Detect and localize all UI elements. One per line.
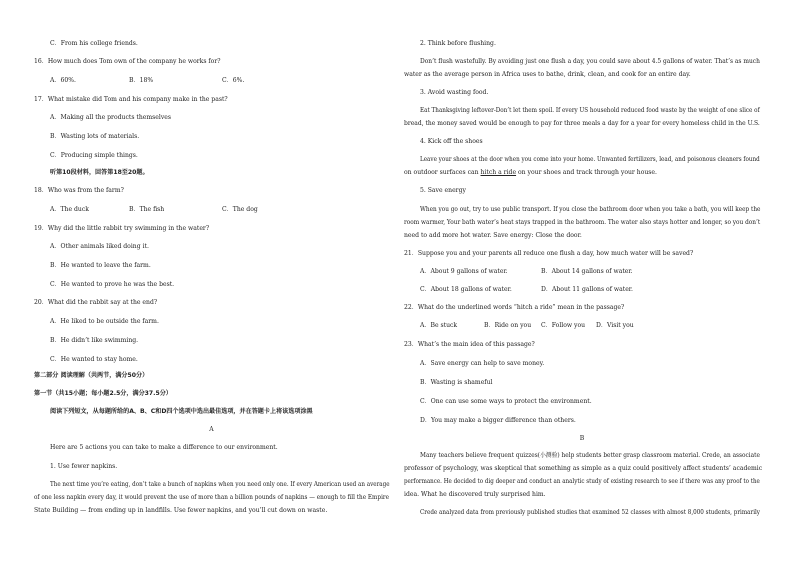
action-3-text-line-1: Eat Thanksgiving leftover-Don’t let them spoil. If every US household reduced food waste by the weight of one slice of [420,107,760,114]
q20-option-a: A．He liked to be outside the farm. [50,318,159,325]
q23-option-c: C．One can use some ways to protect the environment. [420,398,592,405]
passage-b-para-1-line-4: idea. What he discovered truly surprised him. [404,491,546,498]
action-1-text-line-3: State Building — from ending up in landfills. Use fewer napkins, and you’ll cut down on waste. [34,507,328,514]
q19-option-b: B．He wanted to leave the farm. [50,262,151,269]
q17-option-b: B．Wasting lots of materials. [50,133,140,140]
q16-option-c: C．6%. [222,77,245,84]
q21-option-d: D．About 11 gallons of water. [541,286,633,293]
question-20: 20．What did the rabbit say at the end? [34,299,158,306]
action-2-text-line-1: Don’t flush wastefully. By avoiding just one flush a day, you could save about 4.5 gallons of water. That’s as much [420,58,760,65]
q18-option-c: C．The dog [222,206,258,213]
q22-option-c: C．Follow you [541,322,586,329]
question-19: 19．Why did the little rabbit try swimming in the water? [34,225,210,232]
q23-option-b: B．Wasting is shameful [420,379,493,386]
q19-option-a: A．Other animals liked doing it. [50,243,149,250]
action-3-heading: 3. Avoid wasting food. [420,89,489,96]
part-2-heading: 第二部分 阅读理解（共两节，满分50分） [34,372,149,379]
passage-b-para-1-line-1: Many teachers believe frequent quizzes(小测验) help students better grasp classroom material. Crede, an associate [420,452,760,459]
q17-option-c: C．Producing simple things. [50,152,138,159]
passage-b-para-1-line-2: professor of psychology, was skeptical that something as simple as a quiz could positively affect students’ academic [404,465,763,472]
q23-option-d: D．You may make a bigger difference than others. [420,417,576,424]
question-18: 18．Who was from the farm? [34,187,124,194]
q22-option-b: B．Ride on you [484,322,532,329]
underlined-hitch-a-ride: hitch a ride [480,169,517,176]
q17-option-a: A．Making all the products themselves [50,114,172,121]
passage-a-intro: Here are 5 actions you can take to make a difference to our environment. [50,444,278,451]
q21-option-a: A．About 9 gallons of water. [420,268,508,275]
question-22: 22．What do the underlined words “hitch a ride” mean in the passage? [404,304,625,311]
q22-option-a: A．Be stuck [420,322,458,329]
q20-option-b: B．He didn’t like swimming. [50,337,139,344]
action-5-text-line-3: need to add more hot water. Save energy: Close the door. [404,232,582,239]
action-4-heading: 4. Kick off the shoes [420,138,483,145]
passage-b-para-2-line-1: Crede analyzed data from previously published studies that examined 52 classes with almost 8,000 students, primarily [420,509,761,516]
passage-b-label: B [579,435,585,442]
action-3-text-line-2: bread, the money saved would be enough to pay for three meals a day for a year for every homeless child in the U.S. [404,120,760,127]
action-4-text-line-1: Leave your shoes at the door when you come into your home. Unwanted fertilizers, lead, and poisonous cleaners found [420,156,760,163]
q19-option-c: C．He wanted to prove he was the best. [50,281,175,288]
q16-option-a: A．60%. [50,77,76,84]
action-5-heading: 5. Save energy [420,187,466,194]
q23-option-a: A．Save energy can help to save money. [420,360,545,367]
section-1-heading: 第一节（共15小题；每小题2.5分，满分37.5分） [34,390,172,397]
action-2-heading: 2. Think before flushing. [420,40,496,47]
action-2-text-line-2: water as the average person in Africa uses to bathe, drink, clean, and cook for an entire day. [404,71,691,78]
question-21: 21．Suppose you and your parents all reduce one flush a day, how much water will be saved? [404,250,694,257]
q21-option-b: B．About 14 gallons of water. [541,268,633,275]
passage-b-para-1-line-3: performance. He decided to dig deeper and conduct an analytic study of existing research to see if there was any proof to the [404,478,760,485]
q21-option-c: C．About 18 gallons of water. [420,286,512,293]
reading-instruction: 阅读下列短文，从每题所给的A、B、C和D四个选项中选出最佳选项，并在答题卡上将该选项涂黑 [50,408,313,415]
action-1-text-line-2: of one less napkin every day, it would prevent the use of more than a billion pounds of napkins — enough to fill the Empire [34,494,389,501]
action-1-heading: 1. Use fewer napkins. [50,463,118,470]
question-17: 17．What mistake did Tom and his company make in the past? [34,96,228,103]
q22-option-d: D．Visit you [596,322,634,329]
action-5-text-line-2: room warmer, Your bath water’s heat stays trapped in the bathroom. The water also stays hotter and longer, so you don’t [404,219,761,226]
q20-option-c: C．He wanted to stay home. [50,356,138,363]
listening-10-heading: 听第10段材料，回答第18至20题。 [50,169,149,176]
question-23: 23．What’s the main idea of this passage? [404,341,535,348]
q18-option-a: A．The duck [50,206,89,213]
q16-option-b: B．18% [129,77,154,84]
passage-a-label: A [209,426,214,433]
q18-option-b: B．The fish [129,206,165,213]
q15-option-c: C．From his college friends. [50,40,138,47]
question-16: 16．How much does Tom own of the company he works for? [34,58,221,65]
action-1-text-line-1: The next time you’re eating, don’t take a bunch of napkins when you need only one. If every American used an average [50,481,390,488]
action-4-text-line-2: on outdoor surfaces can hitch a ride on your shoes and track through your house. [404,169,657,176]
action-5-text-line-1: When you go out, try to use public transport. If you close the bathroom door when you take a bath, you will keep the [420,206,761,213]
